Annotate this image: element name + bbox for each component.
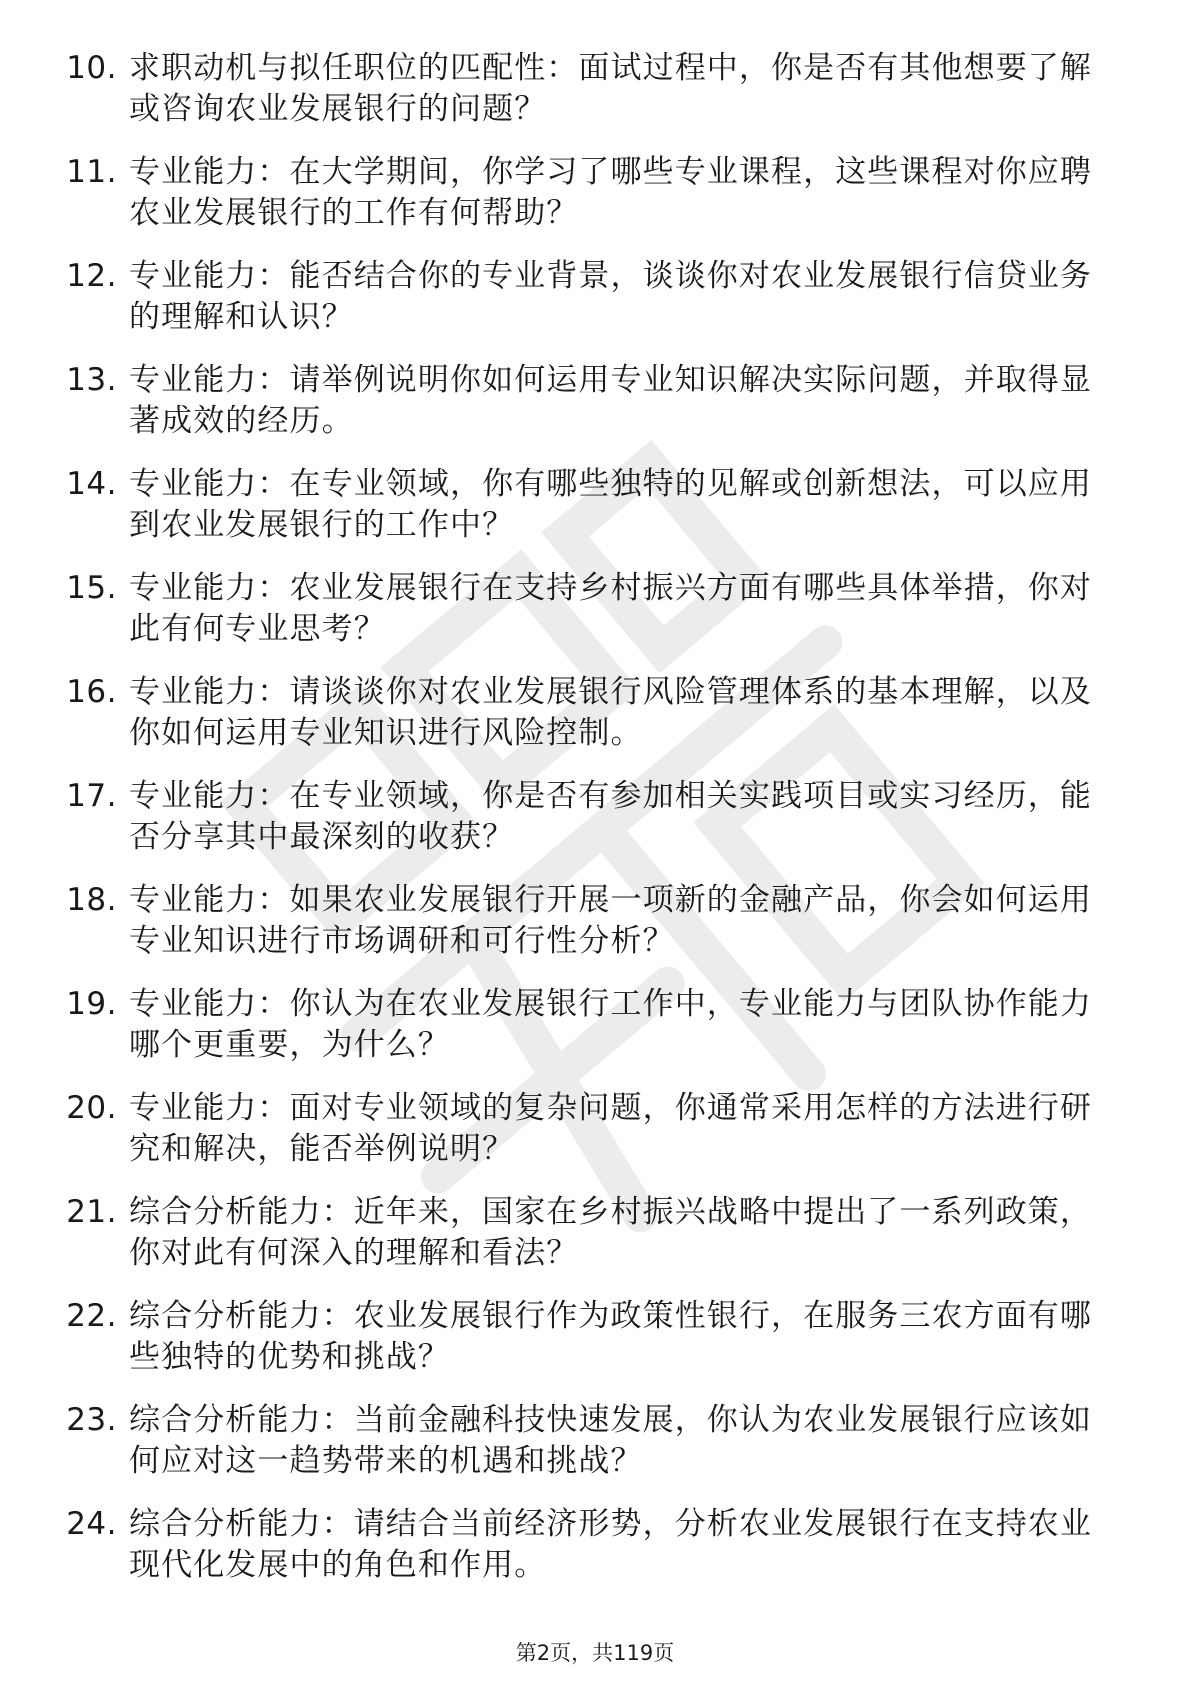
question-text: 专业能力：面对专业领域的复杂问题，你通常采用怎样的方法进行研究和解决，能否举例说明？ <box>129 1090 1092 1167</box>
question-item <box>50 1400 1110 1504</box>
question-text: 专业能力：请举例说明你如何运用专业知识解决实际问题，并取得显著成效的经历。 <box>129 362 1092 439</box>
question-item <box>50 776 1110 880</box>
question-number: 19. <box>66 986 117 1022</box>
question-item <box>50 256 1110 360</box>
question-text: 专业能力：请谈谈你对农业发展银行风险管理体系的基本理解，以及你如何运用专业知识进行风险控制。 <box>129 674 1092 751</box>
question-item <box>50 48 1110 152</box>
question-item <box>50 1088 1110 1192</box>
question-number: 14. <box>66 466 117 502</box>
question-text: 专业能力：在专业领域，你是否有参加相关实践项目或实习经历，能否分享其中最深刻的收获？ <box>129 778 1092 855</box>
question-number: 21. <box>66 1194 117 1230</box>
question-item <box>50 568 1110 672</box>
question-item <box>50 1504 1110 1608</box>
question-number: 17. <box>66 778 117 814</box>
question-text: 专业能力：在专业领域，你有哪些独特的见解或创新想法，可以应用到农业发展银行的工作中？ <box>129 466 1092 543</box>
question-text: 综合分析能力：当前金融科技快速发展，你认为农业发展银行应该如何应对这一趋势带来的机遇和挑战？ <box>129 1402 1092 1479</box>
question-item <box>50 1192 1110 1296</box>
question-text: 专业能力：农业发展银行在支持乡村振兴方面有哪些具体举措，你对此有何专业思考？ <box>129 570 1092 647</box>
question-item <box>50 1296 1110 1400</box>
question-text: 专业能力：你认为在农业发展银行工作中，专业能力与团队协作能力哪个更重要，为什么？ <box>129 986 1092 1063</box>
question-item <box>50 880 1110 984</box>
question-text: 专业能力：如果农业发展银行开展一项新的金融产品，你会如何运用专业知识进行市场调研和可行性分析？ <box>129 882 1092 959</box>
question-item <box>50 672 1110 776</box>
question-number: 15. <box>66 570 117 606</box>
question-number: 12. <box>66 258 117 294</box>
question-item <box>50 360 1110 464</box>
question-text: 综合分析能力：近年来，国家在乡村振兴战略中提出了一系列政策，你对此有何深入的理解和看法？ <box>129 1194 1092 1271</box>
question-item <box>50 464 1110 568</box>
question-number: 23. <box>66 1402 117 1438</box>
question-list <box>50 48 1110 1608</box>
question-text: 综合分析能力：请结合当前经济形势，分析农业发展银行在支持农业现代化发展中的角色和作用。 <box>129 1506 1092 1583</box>
question-text: 专业能力：能否结合你的专业背景，谈谈你对农业发展银行信贷业务的理解和认识？ <box>129 258 1092 335</box>
question-item <box>50 984 1110 1088</box>
question-number: 22. <box>66 1298 117 1334</box>
question-number: 13. <box>66 362 117 398</box>
question-number: 24. <box>66 1506 117 1542</box>
question-number: 18. <box>66 882 117 918</box>
question-text: 求职动机与拟任职位的匹配性：面试过程中，你是否有其他想要了解或咨询农业发展银行的问题？ <box>129 50 1092 127</box>
question-number: 10. <box>66 50 117 86</box>
question-number: 20. <box>66 1090 117 1126</box>
question-item <box>50 152 1110 256</box>
question-text: 专业能力：在大学期间，你学习了哪些专业课程，这些课程对你应聘农业发展银行的工作有何帮助？ <box>129 154 1092 231</box>
question-number: 11. <box>66 154 117 190</box>
question-text: 综合分析能力：农业发展银行作为政策性银行，在服务三农方面有哪些独特的优势和挑战？ <box>129 1298 1092 1375</box>
question-number: 16. <box>66 674 117 710</box>
page-footer: 第2页，共119页 <box>515 1641 675 1665</box>
